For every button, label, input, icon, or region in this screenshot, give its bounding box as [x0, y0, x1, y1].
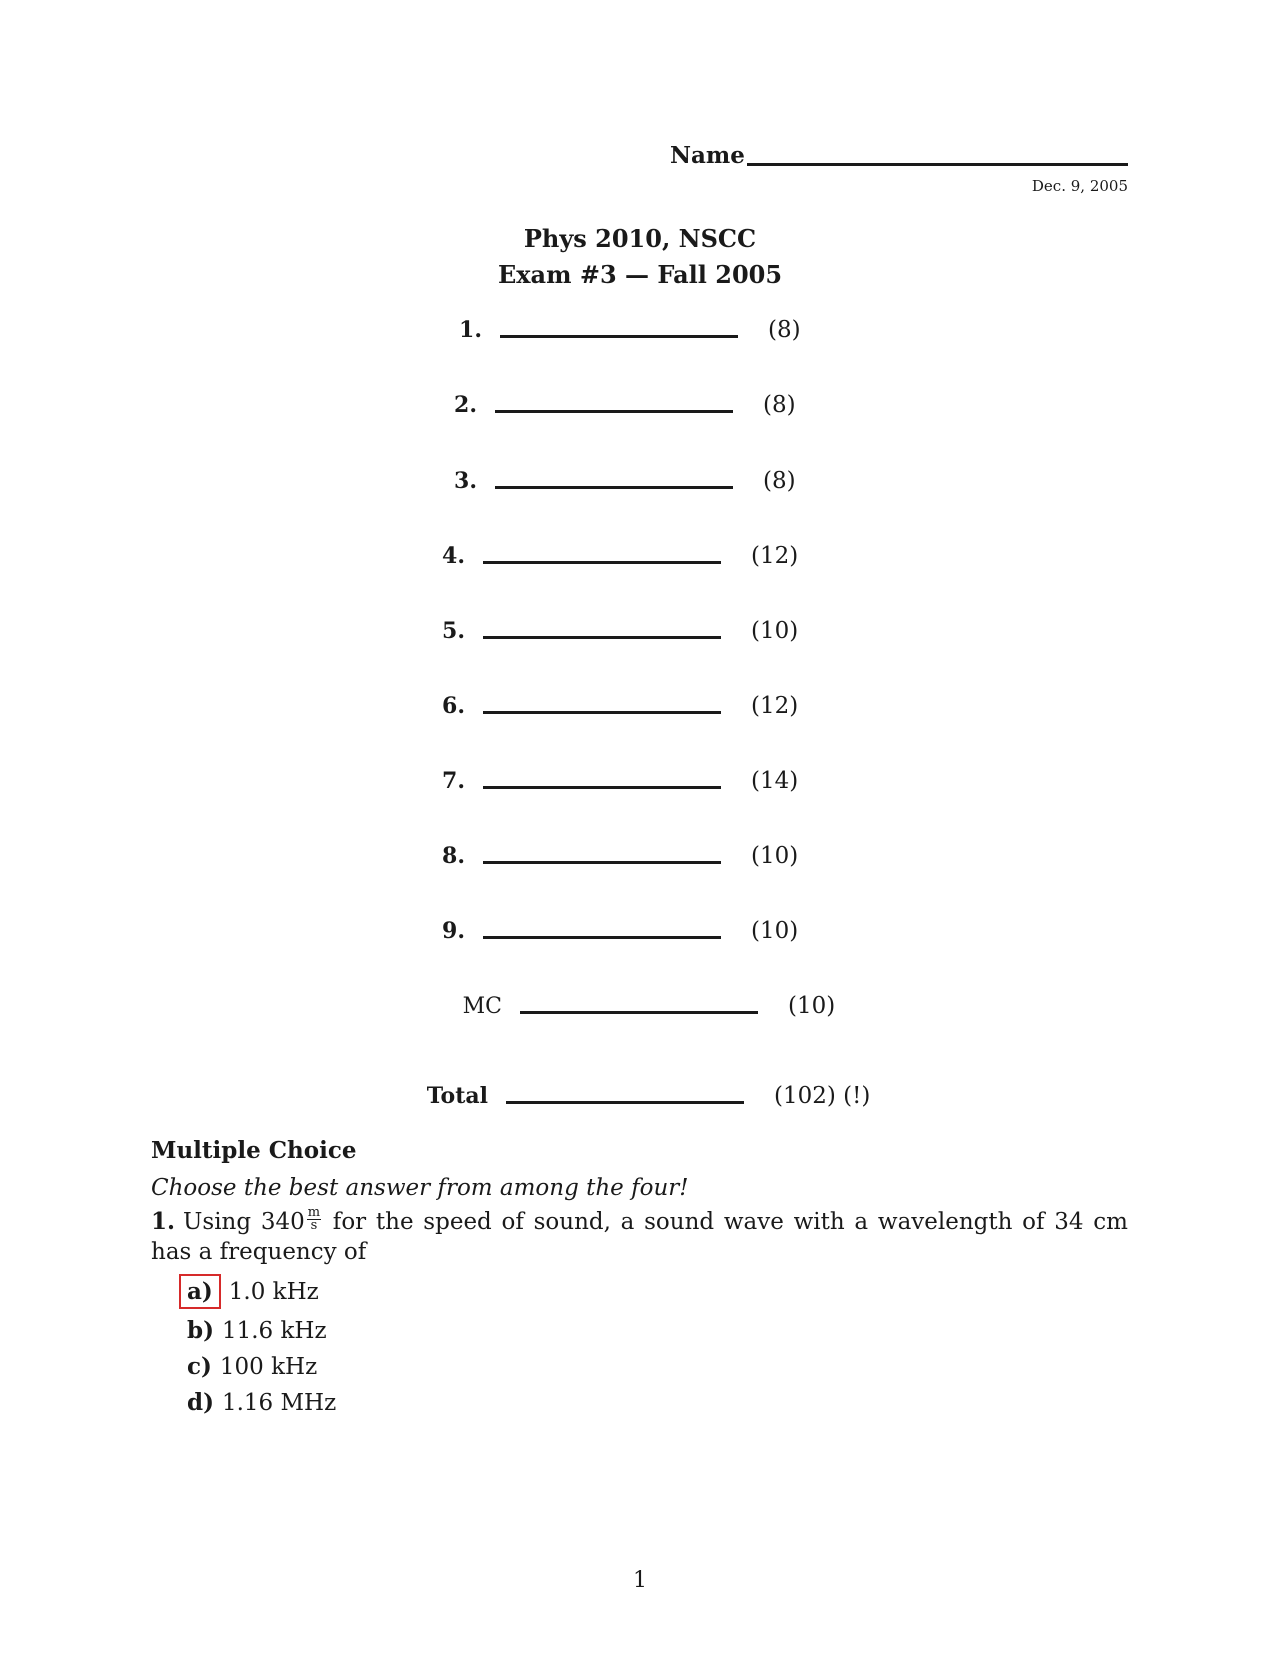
score-line[interactable]	[495, 410, 733, 413]
unit-denominator: s	[310, 1217, 318, 1233]
score-points: (10)	[751, 843, 799, 869]
score-line[interactable]	[483, 936, 721, 939]
mc-instruction: Choose the best answer from among the four!	[151, 1175, 689, 1201]
score-row-mc	[414, 990, 835, 1022]
score-line[interactable]	[500, 335, 738, 338]
score-row-1	[410, 314, 801, 346]
choice-letter: a)	[179, 1274, 221, 1309]
exam-date: Dec. 9, 2005	[1031, 177, 1128, 195]
choice-d[interactable]	[187, 1387, 336, 1419]
score-points: (8)	[763, 468, 796, 494]
score-line[interactable]	[483, 786, 721, 789]
score-points: (12)	[751, 693, 799, 719]
choice-text: 1.16 MHz	[221, 1390, 337, 1416]
choice-a[interactable]	[187, 1276, 319, 1308]
score-row-4	[393, 540, 798, 572]
score-line[interactable]	[506, 1101, 744, 1104]
name-line[interactable]	[747, 163, 1128, 166]
score-label: 1.	[459, 317, 482, 343]
name-field[interactable]	[670, 138, 1128, 168]
unit-numerator: m	[307, 1204, 321, 1220]
choice-letter: d)	[187, 1389, 214, 1416]
score-label: MC	[462, 993, 502, 1019]
question-text-after: for the speed of sound, a sound wave with a wavelength of 34 cm has a frequency of	[151, 1209, 1128, 1265]
score-label: 5.	[442, 618, 465, 644]
mc-heading: Multiple Choice	[151, 1137, 357, 1164]
score-points: (10)	[788, 993, 836, 1019]
score-line[interactable]	[483, 711, 721, 714]
score-label: 9.	[442, 918, 465, 944]
score-line[interactable]	[483, 861, 721, 864]
score-label-total: Total	[426, 1083, 488, 1109]
score-line[interactable]	[495, 486, 733, 489]
score-row-9	[393, 915, 798, 947]
score-label: 3.	[454, 468, 477, 494]
choice-letter: b)	[187, 1317, 214, 1344]
score-points: (10)	[751, 918, 799, 944]
score-row-6	[393, 690, 798, 722]
course-title: Phys 2010, NSCC	[523, 224, 757, 253]
score-points: (8)	[763, 392, 796, 418]
score-row-5	[393, 615, 798, 647]
page-number: 1	[633, 1568, 647, 1593]
score-label: 8.	[442, 843, 465, 869]
score-label: 2.	[454, 392, 477, 418]
choice-text: 1.0 kHz	[228, 1279, 319, 1305]
score-label: 7.	[442, 768, 465, 794]
score-row-total	[396, 1080, 870, 1112]
unit-fraction	[307, 1204, 321, 1233]
name-label: Name	[670, 142, 745, 169]
score-row-3	[405, 465, 796, 497]
question-text-before: Using 340	[183, 1209, 305, 1235]
score-row-7	[393, 765, 798, 797]
score-label: 4.	[442, 543, 465, 569]
choice-text: 100 kHz	[219, 1354, 318, 1380]
choice-b[interactable]	[187, 1315, 327, 1347]
score-row-2	[405, 389, 796, 421]
question-number: 1.	[151, 1208, 176, 1235]
choice-letter: c)	[187, 1353, 212, 1380]
choice-c[interactable]	[187, 1351, 317, 1383]
score-line[interactable]	[483, 561, 721, 564]
choice-text: 11.6 kHz	[221, 1318, 327, 1344]
score-line[interactable]	[483, 636, 721, 639]
score-points: (14)	[751, 768, 799, 794]
score-points: (10)	[751, 618, 799, 644]
score-line[interactable]	[520, 1011, 758, 1014]
exam-title: Exam #3 — Fall 2005	[497, 260, 783, 289]
score-points: (12)	[751, 543, 799, 569]
score-row-8	[393, 840, 798, 872]
score-points: (8)	[768, 317, 801, 343]
score-label: 6.	[442, 693, 465, 719]
score-points: (102) (!)	[774, 1083, 871, 1109]
question-1	[151, 1204, 1128, 1267]
